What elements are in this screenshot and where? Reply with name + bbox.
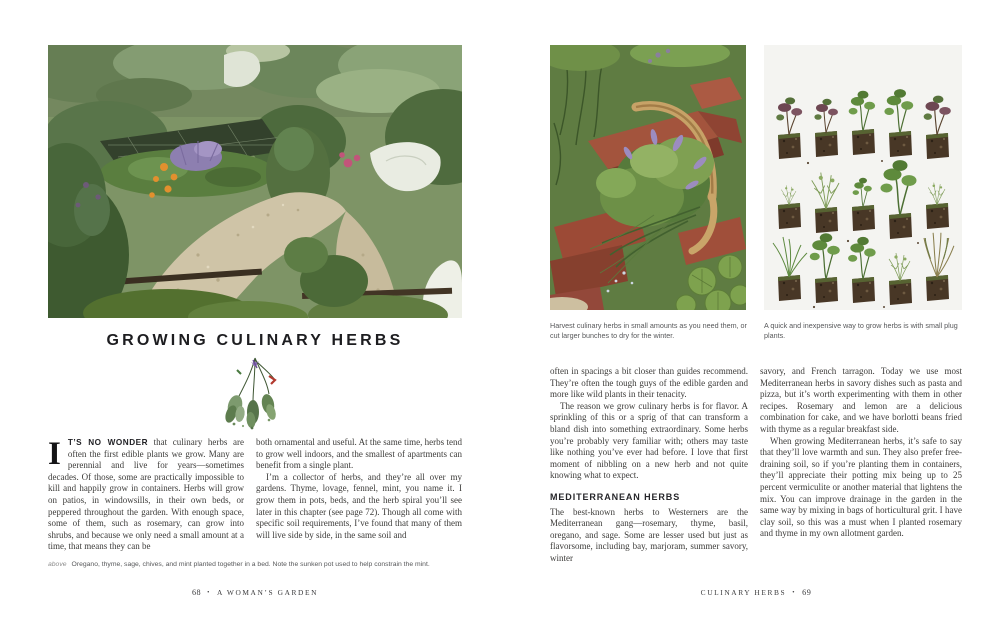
- body-paragraph: When growing Mediterranean herbs, it’s safe to say that they’ll love warmth and sun. They also prefer free-draining soil, so if you’re planting them in containers, they’ll appreciate their potting mix being up to 25 percent vermiculite or another material that lightens the mix. You can improve drainage in the garden in the same way by mixing in bags of horticultural grit. I have clay soil, so this was a must when I planted rosemary and thyme in my own allotment garden.: [760, 435, 962, 539]
- paragraph-text: that culinary herbs are often the first edible plants we grow. Many are perennial and live for years—sometimes decades. Of those, some are practically impossible to kill and happily grow in containers. Herbs will grow on patios, in windowsills, in their own beds, or peppered throughout the garden. With enough space, some of them, such as rosemary, can grow into shrubs, and because we only need a small amount at a time, that means they can be: [48, 437, 244, 552]
- left-page-column-2: [256, 437, 462, 541]
- left-page-column-1: [48, 437, 244, 553]
- body-paragraph: The best-known herbs to Westerners are the Mediterranean gang—rosemary, thyme, basil, oregano, and sage. Some are lesser used but just as flavorsome, including bay, marjoram, summer savory, winter: [550, 506, 748, 563]
- photo-caption-left-page: [48, 560, 488, 570]
- photo-caption-trug: Harvest culinary herbs in small amounts as you need them, or cut larger bunches to dry for the winter.: [550, 321, 747, 340]
- plug-plants-illustration: [764, 45, 962, 310]
- body-paragraph: [48, 437, 244, 553]
- dropcap-letter: I: [48, 436, 61, 472]
- runin-phrase: T’S NO WONDER: [67, 438, 148, 447]
- chapter-title-footer: CULINARY HERBS: [700, 588, 787, 597]
- garden-bed-photo: [48, 45, 462, 318]
- left-page-footer: [48, 588, 462, 597]
- herb-bundle-illustration: [207, 354, 303, 434]
- body-paragraph: savory, and French tarragon. Today we use most Mediterranean herbs in savory dishes such as pasta and pizza, but it’s worth experimenting with them in other recipes. Rosemary and lemon are a delicious combination for cake, and we have borlotti beans fried with thyme as a regular breakfast side.: [760, 366, 962, 434]
- footer-separator: •: [207, 589, 212, 596]
- caption-position-label: above: [48, 561, 67, 568]
- plug-plants-photo: [764, 45, 962, 310]
- chapter-title: GROWING CULINARY HERBS: [106, 332, 404, 349]
- body-paragraph: The reason we grow culinary herbs is for flavor. A sprinkling of this or a sprig of that can transform a bland dish into something extraordinary. Some herbs you’re probably very familiar with; others may taste like nothing you’ve ever had before. I love that first moment of nibbling on a new herb and not quite knowing what to expect.: [550, 400, 748, 481]
- garden-photo-illustration: [48, 45, 462, 318]
- right-page-footer: [550, 588, 962, 597]
- herb-trug-photo: [550, 45, 746, 310]
- right-page-column-2: [760, 366, 962, 540]
- trug-photo-illustration: [550, 45, 746, 310]
- footer-separator: •: [792, 589, 797, 596]
- section-subhead: MEDITERRANEAN HERBS: [550, 491, 681, 502]
- herb-bundle-drawing: [207, 354, 303, 434]
- photo-caption-plugs: A quick and inexpensive way to grow herbs is with small plug plants.: [764, 321, 958, 340]
- body-paragraph: both ornamental and useful. At the same time, herbs tend to grow well indoors, and the smallest of apartments can benefit from a single plant.: [256, 437, 462, 471]
- page-number: 68: [191, 588, 202, 597]
- caption-text: Oregano, thyme, sage, chives, and mint planted together in a bed. Note the sunken pot used to help constrain the mint.: [71, 561, 430, 568]
- body-paragraph: I’m a collector of herbs, and they’re all over my gardens. Thyme, lovage, fennel, mint, you name it. I grow them in pots, beds, and the herb spiral you’ll see later in this chapter (see page 72). Though all come with specific soil requirements, I’ve found that many of them will live side by side, in the same soil and: [256, 471, 462, 540]
- right-page-column-1: [550, 366, 748, 565]
- body-paragraph: often in spacings a bit closer than guides recommend. They’re often the tough guys of the edible garden and more like wild plants in their tenacity.: [550, 366, 748, 400]
- page-number: 69: [802, 588, 812, 597]
- book-title: A WOMAN’S GARDEN: [217, 588, 319, 597]
